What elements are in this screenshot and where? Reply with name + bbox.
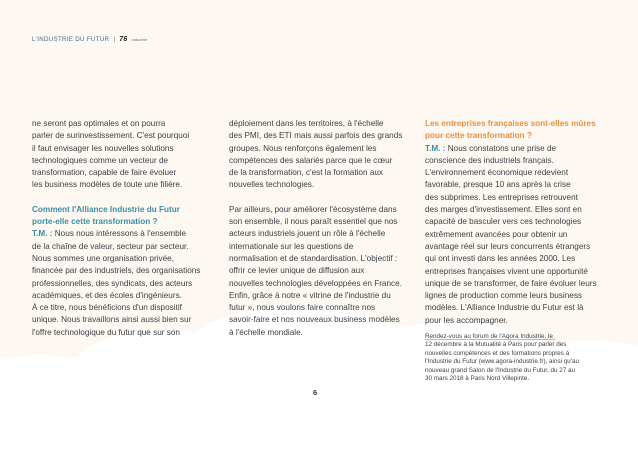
column3-line: entreprises françaises vivent une opportunité: [425, 266, 588, 276]
column3-answer-first-line: [425, 143, 605, 155]
note-line: Rendez-vous au forum de l'Agora Industrie, le: [425, 333, 553, 341]
speaker-label: T.M. :: [32, 229, 53, 239]
header-separator: |: [113, 36, 116, 43]
column2-line: de la transformation, c'est la formation aux: [229, 168, 384, 178]
column2-line: Par ailleurs, pour améliorer l'écosystème dans: [229, 204, 397, 214]
column3-line: modèles. L'Alliance Industrie du Futur est là: [425, 303, 584, 313]
column2-line: futur », nous voulons faire connaître nos: [229, 303, 376, 313]
column1-line: parler de surinvestissement. C'est pourquoi: [32, 131, 190, 141]
column2-line: savoir-faire et nos nouveaux business modèles: [229, 315, 400, 325]
column2-line: déploiement dans les territoires, à l'échelle: [229, 119, 384, 128]
note-line: nouveau grand Salon de l'Industrie du Futur, du 27 au: [425, 366, 575, 374]
column2-line: nouvelles technologies développées en France.: [229, 278, 402, 288]
page-number: 6: [313, 388, 318, 397]
note-line: nouvelles compétences et des formations propres à: [425, 349, 570, 357]
column3-line: pour les accompagner.: [425, 315, 508, 325]
column3-line: qui ont investi dans les années 2000. Les: [425, 254, 576, 264]
note-line: l'Industrie du Futur (www.agora-industrie.fr), ainsi qu'au: [425, 358, 579, 366]
column1-line: de la chaîne de valeur, secteur par secteur.: [32, 241, 189, 251]
column2-line: acteurs industriels jouent un rôle à l'échelle: [229, 229, 386, 239]
column1-line: ne seront pas optimales et on pourra: [32, 119, 166, 128]
column3-line: capacité de basculer vers ces technologies: [425, 217, 582, 227]
column2-line: compétences des salariés parce que le cœur: [229, 155, 393, 165]
column3-line: avantage réel sur leurs concurrents étrangers: [425, 241, 591, 251]
column1-line: technologiques comme un vecteur de: [32, 155, 169, 165]
text-column-3: [425, 118, 605, 383]
header-section-title: L'INDUSTRIE DU FUTUR: [32, 36, 110, 43]
column2-line: à l'échelle mondiale.: [229, 327, 303, 337]
column1-line: À ce titre, nous bénéficions d'un dispositif: [32, 303, 182, 313]
column3-line: favorable, presque 10 ans après la crise: [425, 180, 571, 190]
column2-line: internationale sur les questions de: [229, 241, 354, 251]
column2-line: des PMI, des ETI mais aussi parfois des grands: [229, 131, 403, 141]
column1-question: Comment l'Alliance Industrie du Futur: [32, 204, 180, 214]
column2-line: son ensemble, il nous paraît essentiel que nos: [229, 217, 398, 227]
column3-line: L'environnement économique redevient: [425, 168, 569, 178]
column3-question: Les entreprises françaises sont-elles mûres: [425, 119, 596, 128]
column2-line: groupes. Nous renforçons également les: [229, 143, 377, 153]
column1-line: professionnelles, des syndicats, des acteurs: [32, 278, 193, 288]
column1-answer-first-line: [32, 228, 212, 240]
column1-question: porte-elle cette transformation ?: [32, 217, 158, 227]
column1-line: transformation, capable de faire évoluer: [32, 168, 177, 178]
column3-question: pour cette transformation ?: [425, 131, 532, 141]
column3-line: extrêmement avancées pour obtenir un: [425, 229, 568, 239]
brand-logo-subtext: industrie: [131, 37, 148, 42]
column3-line: conscience des industriels français.: [425, 155, 554, 165]
column3-line: des subprimes. Les entreprises retrouvent: [425, 192, 578, 202]
column2-line: normalisation et de standardisation. L'objectif :: [229, 253, 398, 263]
column2-line: offrir ce levier unique de diffusion aux: [229, 266, 365, 276]
column3-line: lignes de production comme leurs business: [425, 291, 583, 301]
column1-line: financée par des industriels, des organisations: [32, 266, 201, 276]
speaker-label: T.M. :: [425, 143, 446, 153]
column1-line: unique. Nous travaillons ainsi aussi bien sur: [32, 315, 192, 325]
column1-line: il faut envisager les nouvelles solutions: [32, 143, 174, 153]
brand-logo: 76: [119, 36, 128, 43]
note-divider: [425, 339, 555, 340]
column1-line: Nous sommes une organisation privée,: [32, 253, 174, 263]
column2-line: Enfin, grâce à notre « vitrine de l'industrie du: [229, 290, 391, 300]
note-line: 30 mars 2018 à Paris Nord Villepinte.: [425, 375, 530, 383]
note-line: 12 décembre à la Mutualité à Paris pour parler des: [425, 341, 567, 349]
column1-line: académiques, et des écoles d'ingénieurs.: [32, 290, 182, 300]
running-header: [32, 36, 148, 43]
text-column-2: [229, 118, 409, 339]
answer-text: Nous constatons une prise de: [445, 143, 557, 153]
column2-line: nouvelles technologies.: [229, 180, 315, 190]
column3-line: des marges d'investissement. Elles sont en: [425, 205, 582, 215]
column3-line: unique de se transformer, de faire évoluer leurs: [425, 278, 597, 288]
column1-line: l'offre technologique du futur que sur son: [32, 327, 180, 337]
text-column-1: [32, 118, 212, 339]
answer-text: Nous nous intéressons à l'ensemble: [52, 229, 187, 239]
event-note: [425, 333, 605, 383]
column1-line: les business modèles de toute une filière.: [32, 180, 183, 190]
